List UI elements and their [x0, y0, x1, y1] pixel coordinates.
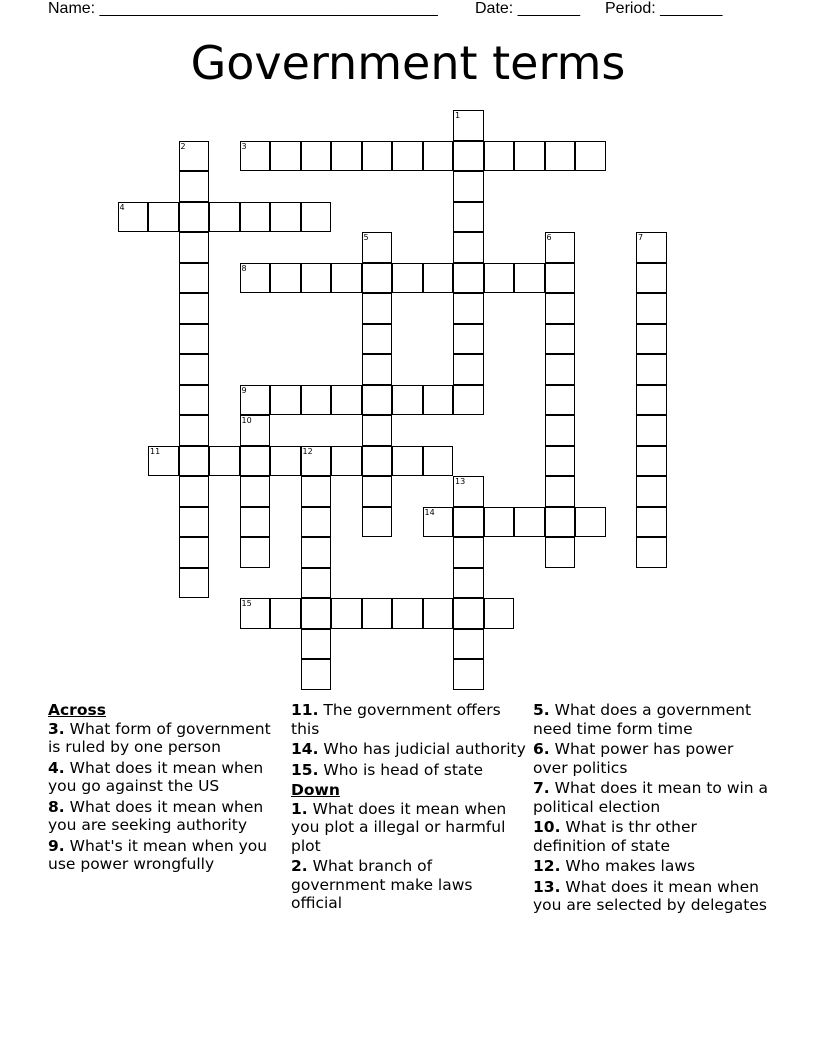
grid-cell[interactable]	[392, 446, 423, 477]
grid-cell[interactable]	[545, 446, 576, 477]
grid-cell[interactable]	[545, 324, 576, 355]
clue-number: 2	[180, 141, 186, 151]
grid-cell[interactable]	[514, 141, 545, 172]
grid-cell[interactable]	[331, 141, 362, 172]
clue-number: 1	[455, 111, 461, 120]
down-heading: Down	[291, 781, 340, 799]
grid-cell[interactable]	[453, 629, 484, 660]
clue-number: 13	[455, 477, 466, 486]
grid-cell[interactable]	[362, 415, 393, 446]
name-field[interactable]: Name: ______________________________________	[48, 0, 438, 17]
grid-cell[interactable]	[301, 141, 332, 172]
grid-cell[interactable]	[453, 568, 484, 599]
clue-number: 10	[241, 416, 252, 425]
grid-cell[interactable]	[453, 507, 484, 538]
grid-cell[interactable]	[301, 537, 332, 568]
clues-column-2	[291, 701, 527, 915]
across-clue: 14. Who has judicial authority	[291, 740, 526, 758]
grid-cell[interactable]	[362, 324, 393, 355]
grid-cell[interactable]	[301, 202, 332, 233]
across-heading: Across	[48, 701, 106, 719]
grid-cell[interactable]	[575, 141, 606, 172]
grid-cell[interactable]	[270, 446, 301, 477]
grid-cell[interactable]	[545, 507, 576, 538]
grid-cell[interactable]	[575, 507, 606, 538]
down-clue: 7. What does it mean to win a political election	[533, 779, 769, 816]
grid-cell[interactable]	[545, 354, 576, 385]
grid-cell[interactable]	[301, 659, 332, 690]
grid-cell[interactable]	[301, 598, 332, 629]
grid-cell[interactable]	[423, 385, 454, 416]
clue-number: 7	[638, 233, 644, 242]
grid-cell[interactable]	[301, 476, 332, 507]
clue-number: 5	[363, 233, 369, 242]
grid-cell[interactable]	[453, 141, 484, 172]
grid-cell[interactable]	[362, 385, 393, 416]
grid-cell[interactable]	[179, 415, 210, 446]
grid-cell[interactable]	[453, 537, 484, 568]
grid-cell[interactable]	[545, 293, 576, 324]
grid-cell[interactable]	[240, 446, 271, 477]
down-clue: 5. What does a government need time form time	[533, 701, 752, 738]
grid-cell[interactable]	[636, 446, 667, 477]
grid-cell[interactable]	[636, 324, 667, 355]
grid-cell[interactable]	[270, 141, 301, 172]
grid-cell[interactable]	[331, 385, 362, 416]
grid-cell[interactable]	[179, 537, 210, 568]
grid-cell[interactable]	[453, 232, 484, 263]
grid-cell[interactable]	[179, 263, 210, 294]
across-clue: 4. What does it mean when you go against the US	[48, 758, 264, 795]
grid-cell[interactable]	[545, 141, 576, 172]
grid-cell[interactable]	[392, 263, 423, 294]
grid-cell[interactable]	[423, 141, 454, 172]
down-clue: 6. What power has power over politics	[533, 740, 734, 777]
grid-cell[interactable]	[362, 141, 393, 172]
clue-number: 11	[150, 446, 161, 456]
grid-cell[interactable]	[453, 263, 484, 294]
grid-cell[interactable]	[423, 263, 454, 294]
clue-number: 12	[302, 446, 313, 456]
grid-cell[interactable]	[209, 446, 240, 477]
grid-cell[interactable]	[636, 476, 667, 507]
grid-cell[interactable]	[331, 598, 362, 629]
grid-cell[interactable]	[179, 202, 210, 233]
clues-column-3	[533, 701, 769, 917]
date-field[interactable]: Date: _______	[475, 0, 580, 17]
grid-cell[interactable]	[545, 537, 576, 568]
grid-cell[interactable]	[636, 293, 667, 324]
clue-number: 4	[119, 202, 125, 212]
grid-cell[interactable]	[636, 385, 667, 416]
period-field[interactable]: Period: _______	[605, 0, 723, 17]
grid-cell[interactable]	[636, 507, 667, 538]
across-clue: 3. What form of government is ruled by one person	[48, 719, 271, 756]
down-clue: 1. What does it mean when you plot a illegal or harmful plot	[291, 799, 507, 855]
clue-number: 15	[241, 599, 252, 608]
grid-cell[interactable]	[301, 385, 332, 416]
across-clue: 8. What does it mean when you are seeking authority	[48, 797, 264, 834]
clues-column-1	[48, 701, 284, 876]
across-clue: 11. The government offers this	[291, 701, 501, 738]
grid-cell[interactable]	[453, 354, 484, 385]
grid-cell[interactable]	[423, 446, 454, 477]
grid-cell[interactable]	[453, 598, 484, 629]
grid-cell[interactable]	[545, 415, 576, 446]
grid-cell[interactable]	[179, 293, 210, 324]
grid-cell[interactable]	[362, 476, 393, 507]
clue-number: 8	[241, 263, 247, 273]
grid-cell[interactable]	[392, 598, 423, 629]
grid-cell[interactable]	[179, 446, 210, 477]
grid-cell[interactable]	[362, 507, 393, 538]
grid-cell[interactable]	[453, 202, 484, 233]
grid-cell[interactable]	[179, 324, 210, 355]
clue-number: 9	[241, 385, 247, 395]
clue-number: 14	[424, 507, 435, 517]
grid-cell[interactable]	[484, 598, 515, 629]
grid-cell[interactable]	[453, 659, 484, 690]
grid-cell[interactable]	[301, 507, 332, 538]
grid-cell[interactable]	[514, 507, 545, 538]
grid-cell[interactable]	[270, 202, 301, 233]
grid-cell[interactable]	[301, 629, 332, 660]
grid-cell[interactable]	[301, 263, 332, 294]
grid-cell[interactable]	[484, 141, 515, 172]
grid-cell[interactable]	[392, 385, 423, 416]
grid-cell[interactable]	[636, 537, 667, 568]
grid-cell[interactable]	[636, 415, 667, 446]
grid-cell[interactable]	[514, 263, 545, 294]
grid-cell[interactable]	[392, 141, 423, 172]
grid-cell[interactable]	[179, 507, 210, 538]
grid-cell[interactable]	[179, 385, 210, 416]
grid-cell[interactable]	[270, 263, 301, 294]
grid-cell[interactable]	[301, 568, 332, 599]
grid-cell[interactable]	[636, 263, 667, 294]
grid-cell[interactable]	[484, 507, 515, 538]
page-title: Government terms	[190, 36, 626, 90]
grid-cell[interactable]	[545, 476, 576, 507]
grid-cell[interactable]	[240, 476, 271, 507]
grid-cell[interactable]	[240, 202, 271, 233]
grid-cell[interactable]	[545, 263, 576, 294]
grid-cell[interactable]	[636, 354, 667, 385]
grid-cell[interactable]	[362, 598, 393, 629]
grid-cell[interactable]	[362, 354, 393, 385]
clue-number: 6	[546, 233, 552, 242]
down-clue: 13. What does it mean when you are selected by delegates	[533, 877, 767, 914]
grid-cell[interactable]	[484, 263, 515, 294]
grid-cell[interactable]	[179, 476, 210, 507]
grid-cell[interactable]	[179, 354, 210, 385]
grid-cell[interactable]	[209, 202, 240, 233]
across-clue: 9. What's it mean when you use power wrongfully	[48, 836, 268, 873]
grid-cell[interactable]	[179, 171, 210, 202]
across-clue: 15. Who is head of state	[291, 760, 484, 779]
grid-cell[interactable]	[270, 385, 301, 416]
grid-cell[interactable]	[179, 568, 210, 599]
grid-cell[interactable]	[331, 263, 362, 294]
grid-cell[interactable]	[362, 263, 393, 294]
grid-cell[interactable]	[270, 598, 301, 629]
down-clue: 10. What is thr other definition of state	[533, 818, 697, 855]
grid-cell[interactable]	[362, 293, 393, 324]
grid-cell[interactable]	[179, 232, 210, 263]
down-clue: 12. Who makes laws	[533, 857, 696, 875]
grid-cell[interactable]	[148, 202, 179, 233]
grid-cell[interactable]	[240, 537, 271, 568]
grid-cell[interactable]	[331, 446, 362, 477]
grid-cell[interactable]	[240, 507, 271, 538]
grid-cell[interactable]	[362, 446, 393, 477]
grid-cell[interactable]	[545, 385, 576, 416]
grid-cell[interactable]	[453, 324, 484, 355]
grid-cell[interactable]	[453, 385, 484, 416]
grid-cell[interactable]	[453, 171, 484, 202]
grid-cell[interactable]	[453, 293, 484, 324]
grid-cell[interactable]	[423, 598, 454, 629]
clue-number: 3	[241, 141, 247, 151]
down-clue: 2. What branch of government make laws official	[291, 857, 473, 912]
